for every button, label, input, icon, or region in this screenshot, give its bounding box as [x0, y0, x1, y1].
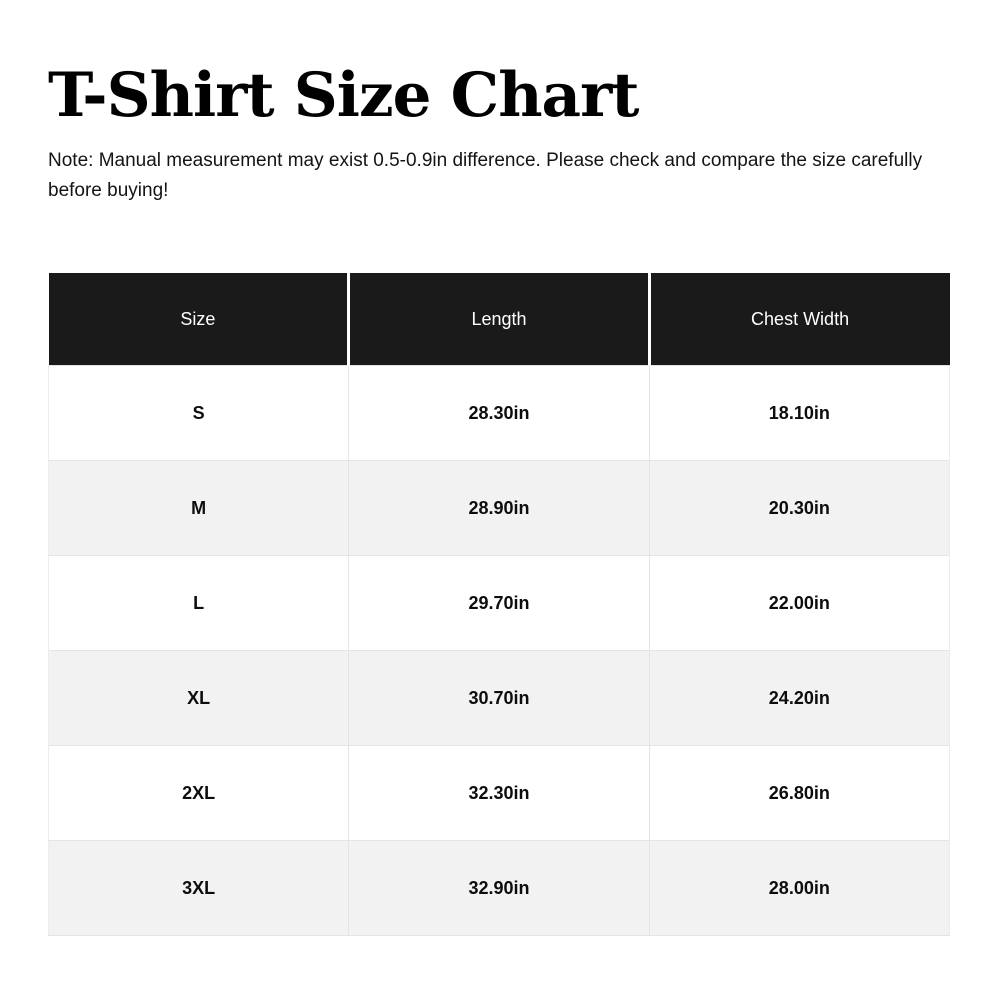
- cell-size: M: [49, 461, 349, 556]
- cell-length: 32.30in: [349, 746, 649, 841]
- cell-size: XL: [49, 651, 349, 746]
- cell-length: 28.30in: [349, 366, 649, 461]
- cell-size: S: [49, 366, 349, 461]
- size-chart-table: [48, 273, 950, 936]
- header-size: Size: [49, 273, 349, 366]
- table-row-3xl: [49, 841, 950, 936]
- cell-length: 30.70in: [349, 651, 649, 746]
- cell-chest-width: 24.20in: [649, 651, 949, 746]
- cell-length: 32.90in: [349, 841, 649, 936]
- cell-size: 2XL: [49, 746, 349, 841]
- header-chest-width: Chest Width: [649, 273, 949, 366]
- table-row-m: [49, 461, 950, 556]
- cell-chest-width: 26.80in: [649, 746, 949, 841]
- measurement-note: Note: Manual measurement may exist 0.5-0.9in difference. Please check and compare the size carefully before buying!: [48, 150, 923, 202]
- cell-chest-width: 28.00in: [649, 841, 949, 936]
- cell-length: 29.70in: [349, 556, 649, 651]
- header-row: [49, 273, 950, 366]
- cell-size: 3XL: [49, 841, 349, 936]
- cell-chest-width: 22.00in: [649, 556, 949, 651]
- table-header: [49, 273, 950, 366]
- table-row-l: [49, 556, 950, 651]
- cell-size: L: [49, 556, 349, 651]
- table-row-2xl: [49, 746, 950, 841]
- table-row-xl: [49, 651, 950, 746]
- table-body: [49, 366, 950, 936]
- cell-chest-width: 18.10in: [649, 366, 949, 461]
- table-row-s: [49, 366, 950, 461]
- cell-chest-width: 20.30in: [649, 461, 949, 556]
- header-length: Length: [349, 273, 649, 366]
- page-title: T-Shirt Size Chart: [48, 60, 639, 131]
- cell-length: 28.90in: [349, 461, 649, 556]
